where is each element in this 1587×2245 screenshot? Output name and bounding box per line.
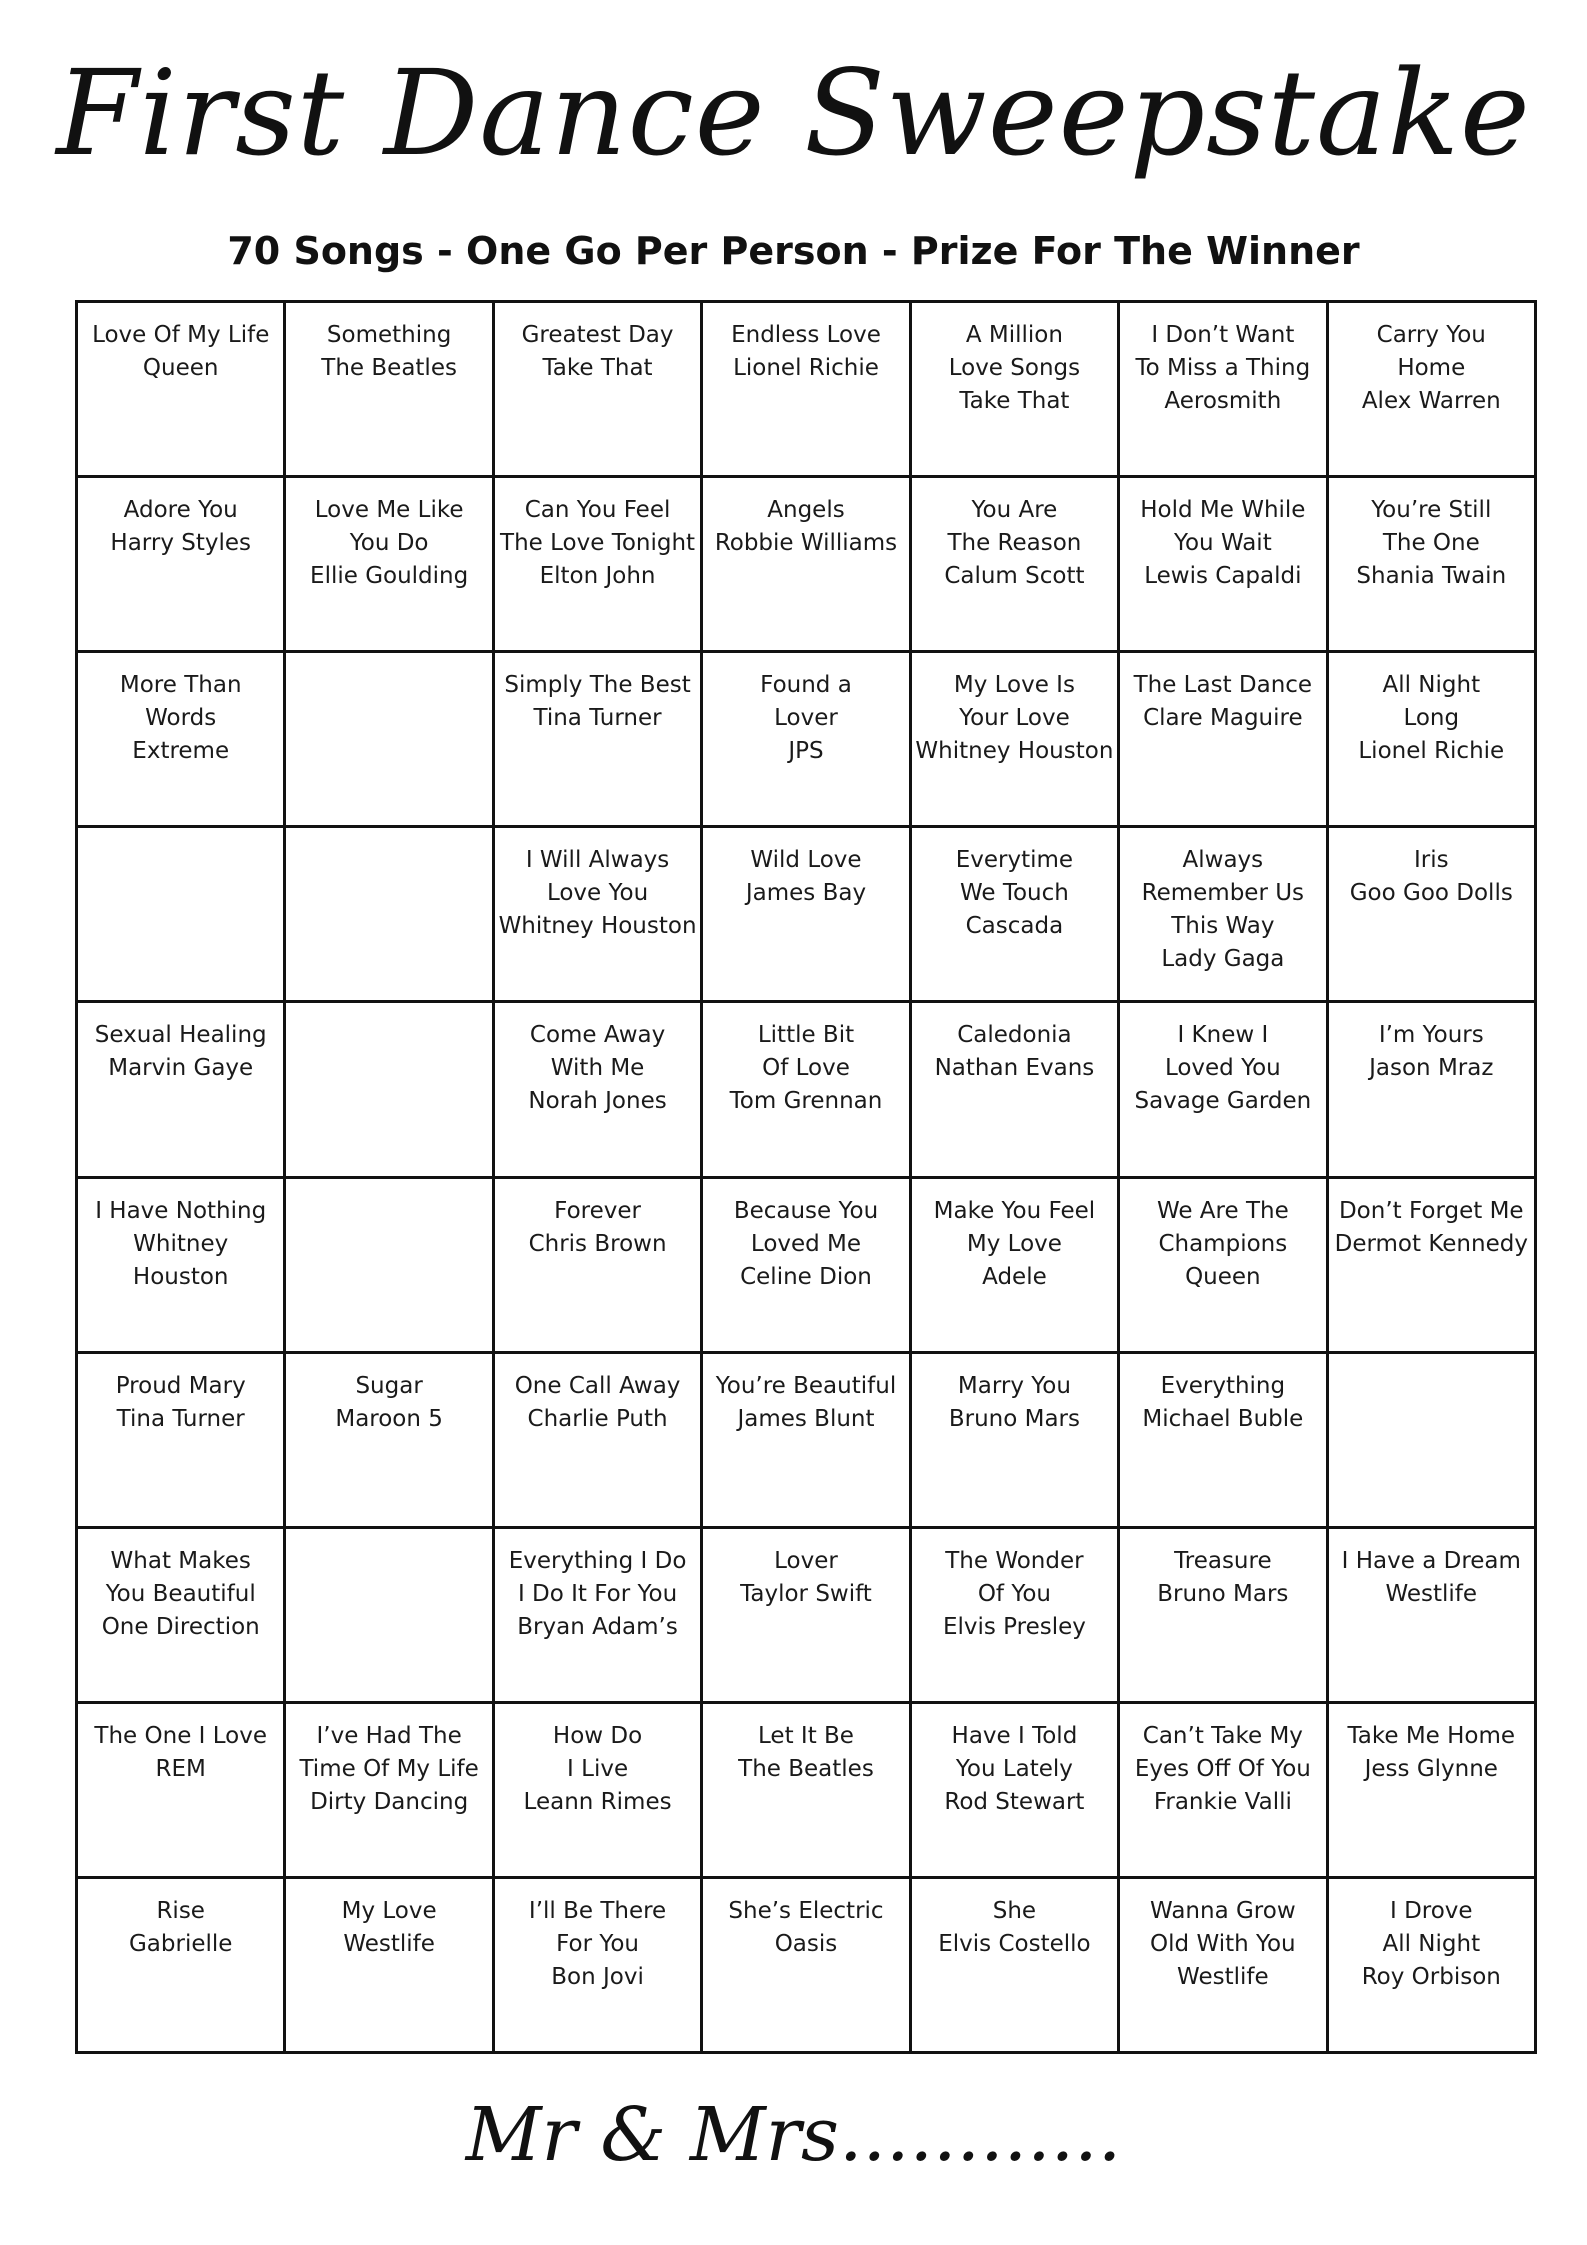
grid-cell — [78, 1354, 286, 1529]
song-entry: I Will Always Love You Whitney Houston — [498, 847, 697, 940]
song-entry: Marry You Bruno Mars — [948, 1372, 1080, 1432]
grid-cell — [1329, 1704, 1537, 1879]
grid-cell — [286, 1704, 494, 1879]
sweepstake-grid — [75, 300, 1537, 2054]
song-entry: You Are The Reason Calum Scott — [944, 497, 1085, 590]
song-entry: Carry You Home Alex Warren — [1361, 322, 1501, 414]
grid-cell — [1329, 828, 1537, 1003]
song-entry: My Love Westlife — [341, 1897, 437, 1957]
grid-cell — [78, 1704, 286, 1879]
grid-cell — [286, 828, 494, 1003]
grid-cell — [912, 1003, 1120, 1178]
grid-cell — [1120, 828, 1328, 1003]
grid-cell — [78, 1879, 286, 2054]
song-entry: My Love Is Your Love Whitney Houston — [915, 672, 1114, 765]
song-entry: Greatest Day Take That — [521, 322, 674, 381]
grid-cell — [286, 478, 494, 653]
grid-cell — [912, 1179, 1120, 1354]
song-entry: Endless Love Lionel Richie — [731, 322, 881, 381]
song-entry: Sugar Maroon 5 — [335, 1372, 443, 1432]
grid-cell — [1329, 1879, 1537, 2054]
song-entry: Love Of My Life Queen — [92, 322, 270, 381]
grid-cell — [703, 1179, 911, 1354]
grid-cell — [78, 828, 286, 1003]
grid-cell — [703, 1704, 911, 1879]
grid-cell — [495, 1179, 703, 1354]
grid-cell — [78, 1529, 286, 1704]
song-entry: Wild Love James Bay — [745, 847, 867, 907]
grid-cell — [286, 303, 494, 478]
song-entry: She’s Electric Oasis — [728, 1897, 884, 1957]
grid-cell — [495, 1529, 703, 1704]
signature-line: Mr & Mrs............ — [465, 2092, 1122, 2178]
song-entry: I’ll Be There For You Bon Jovi — [528, 1897, 667, 1990]
grid-cell — [1329, 478, 1537, 653]
song-entry: You’re Still The One Shania Twain — [1356, 497, 1507, 590]
song-entry: Treasure Bruno Mars — [1157, 1547, 1289, 1607]
song-entry: Always Remember Us This Way Lady Gaga — [1141, 847, 1305, 973]
song-entry: We Are The Champions Queen — [1156, 1197, 1289, 1290]
grid-cell — [1329, 303, 1537, 478]
song-entry: Rise Gabrielle — [128, 1897, 233, 1957]
song-entry: A Million Love Songs Take That — [948, 322, 1081, 414]
grid-cell — [1120, 1003, 1328, 1178]
grid-cell — [1120, 653, 1328, 828]
grid-cell — [912, 1529, 1120, 1704]
song-entry: I’m Yours Jason Mraz — [1369, 1022, 1494, 1082]
grid-cell — [495, 653, 703, 828]
song-entry: Take Me Home Jess Glynne — [1347, 1722, 1516, 1782]
song-entry: Because You Loved Me Celine Dion — [733, 1197, 879, 1290]
song-entry: You’re Beautiful James Blunt — [715, 1372, 897, 1432]
grid-cell — [912, 653, 1120, 828]
grid-cell — [703, 478, 911, 653]
grid-cell — [1120, 1179, 1328, 1354]
grid-cell — [286, 653, 494, 828]
grid-cell — [1120, 1704, 1328, 1879]
grid-cell — [286, 1529, 494, 1704]
song-entry: Make You Feel My Love Adele — [933, 1197, 1096, 1290]
grid-cell — [912, 1704, 1120, 1879]
grid-cell — [703, 828, 911, 1003]
grid-cell — [78, 478, 286, 653]
song-entry: I Don’t Want To Miss a Thing Aerosmith — [1135, 322, 1311, 414]
song-entry: Forever Chris Brown — [528, 1197, 667, 1257]
grid-cell — [495, 1879, 703, 2054]
song-entry: Everytime We Touch Cascada — [955, 847, 1074, 940]
grid-cell — [286, 1354, 494, 1529]
song-entry: The Wonder Of You Elvis Presley — [942, 1547, 1086, 1640]
song-entry: One Call Away Charlie Puth — [514, 1372, 681, 1432]
grid-cell — [703, 653, 911, 828]
song-entry: Don’t Forget Me Dermot Kennedy — [1334, 1197, 1528, 1257]
song-entry: Little Bit Of Love Tom Grennan — [729, 1022, 883, 1115]
grid-cell — [1329, 1529, 1537, 1704]
song-entry: Hold Me While You Wait Lewis Capaldi — [1140, 497, 1306, 590]
grid-cell — [703, 303, 911, 478]
grid-cell — [1329, 653, 1537, 828]
grid-cell — [78, 1179, 286, 1354]
grid-cell — [912, 828, 1120, 1003]
grid-cell — [1120, 1529, 1328, 1704]
song-entry: Caledonia Nathan Evans — [934, 1022, 1095, 1082]
grid-cell — [1120, 303, 1328, 478]
song-entry: Wanna Grow Old With You Westlife — [1150, 1897, 1296, 1990]
page-title: First Dance Sweepstake — [56, 44, 1531, 182]
song-entry: I Have a Dream Westlife — [1341, 1547, 1521, 1607]
grid-cell — [78, 1003, 286, 1178]
grid-cell — [1329, 1003, 1537, 1178]
grid-cell — [703, 1879, 911, 2054]
page-subtitle: 70 Songs - One Go Per Person - Prize For The Winner — [227, 229, 1360, 273]
grid-cell — [78, 303, 286, 478]
grid-cell — [286, 1879, 494, 2054]
grid-cell — [703, 1529, 911, 1704]
grid-cell — [495, 828, 703, 1003]
song-entry: Everything Michael Buble — [1142, 1372, 1304, 1432]
grid-cell — [703, 1354, 911, 1529]
grid-cell — [1120, 1354, 1328, 1529]
song-entry: More Than Words Extreme — [119, 672, 242, 765]
song-entry: Have I Told You Lately Rod Stewart — [944, 1722, 1085, 1815]
grid-cell — [495, 478, 703, 653]
song-entry: Can You Feel The Love Tonight Elton John — [500, 497, 696, 590]
song-entry: Can’t Take My Eyes Off Of You Frankie Valli — [1134, 1722, 1311, 1815]
song-entry: I’ve Had The Time Of My Life Dirty Dancing — [299, 1722, 479, 1815]
song-entry: Sexual Healing Marvin Gaye — [94, 1022, 267, 1082]
song-entry: I Knew I Loved You Savage Garden — [1134, 1022, 1312, 1115]
song-entry: Come Away With Me Norah Jones — [528, 1022, 667, 1115]
song-entry: The Last Dance Clare Maguire — [1133, 672, 1313, 732]
grid-cell — [286, 1179, 494, 1354]
song-entry: Something The Beatles — [321, 322, 457, 381]
grid-cell — [912, 303, 1120, 478]
song-entry: I Have Nothing Whitney Houston — [95, 1197, 267, 1290]
song-entry: Angels Robbie Williams — [714, 497, 898, 557]
grid-cell — [1120, 1879, 1328, 2054]
grid-cell — [495, 1003, 703, 1178]
grid-cell — [286, 1003, 494, 1178]
grid-cell — [78, 653, 286, 828]
song-entry: All Night Long Lionel Richie — [1358, 672, 1505, 765]
grid-cell — [1329, 1354, 1537, 1529]
song-entry: Lover Taylor Swift — [740, 1547, 872, 1607]
grid-cell — [912, 478, 1120, 653]
grid-cell — [912, 1354, 1120, 1529]
grid-cell — [912, 1879, 1120, 2054]
song-entry: Adore You Harry Styles — [110, 497, 251, 557]
song-entry: Proud Mary Tina Turner — [115, 1372, 246, 1432]
song-entry: Love Me Like You Do Ellie Goulding — [310, 497, 469, 590]
grid-cell — [495, 1704, 703, 1879]
grid-cell — [495, 1354, 703, 1529]
song-entry: Iris Goo Goo Dolls — [1349, 847, 1513, 907]
grid-cell — [1329, 1179, 1537, 1354]
song-entry: She Elvis Costello — [938, 1897, 1091, 1957]
song-entry: Let It Be The Beatles — [738, 1722, 874, 1782]
song-entry: I Drove All Night Roy Orbison — [1361, 1897, 1501, 1990]
song-entry: The One I Love REM — [94, 1722, 267, 1782]
song-entry: How Do I Live Leann Rimes — [523, 1722, 672, 1815]
song-entry: What Makes You Beautiful One Direction — [101, 1547, 260, 1640]
song-entry: Found a Lover JPS — [760, 672, 852, 765]
grid-cell — [495, 303, 703, 478]
grid-cell — [703, 1003, 911, 1178]
grid-cell — [1120, 478, 1328, 653]
song-entry: Everything I Do I Do It For You Bryan Adam’s — [508, 1547, 687, 1640]
song-entry: Simply The Best Tina Turner — [504, 672, 691, 732]
